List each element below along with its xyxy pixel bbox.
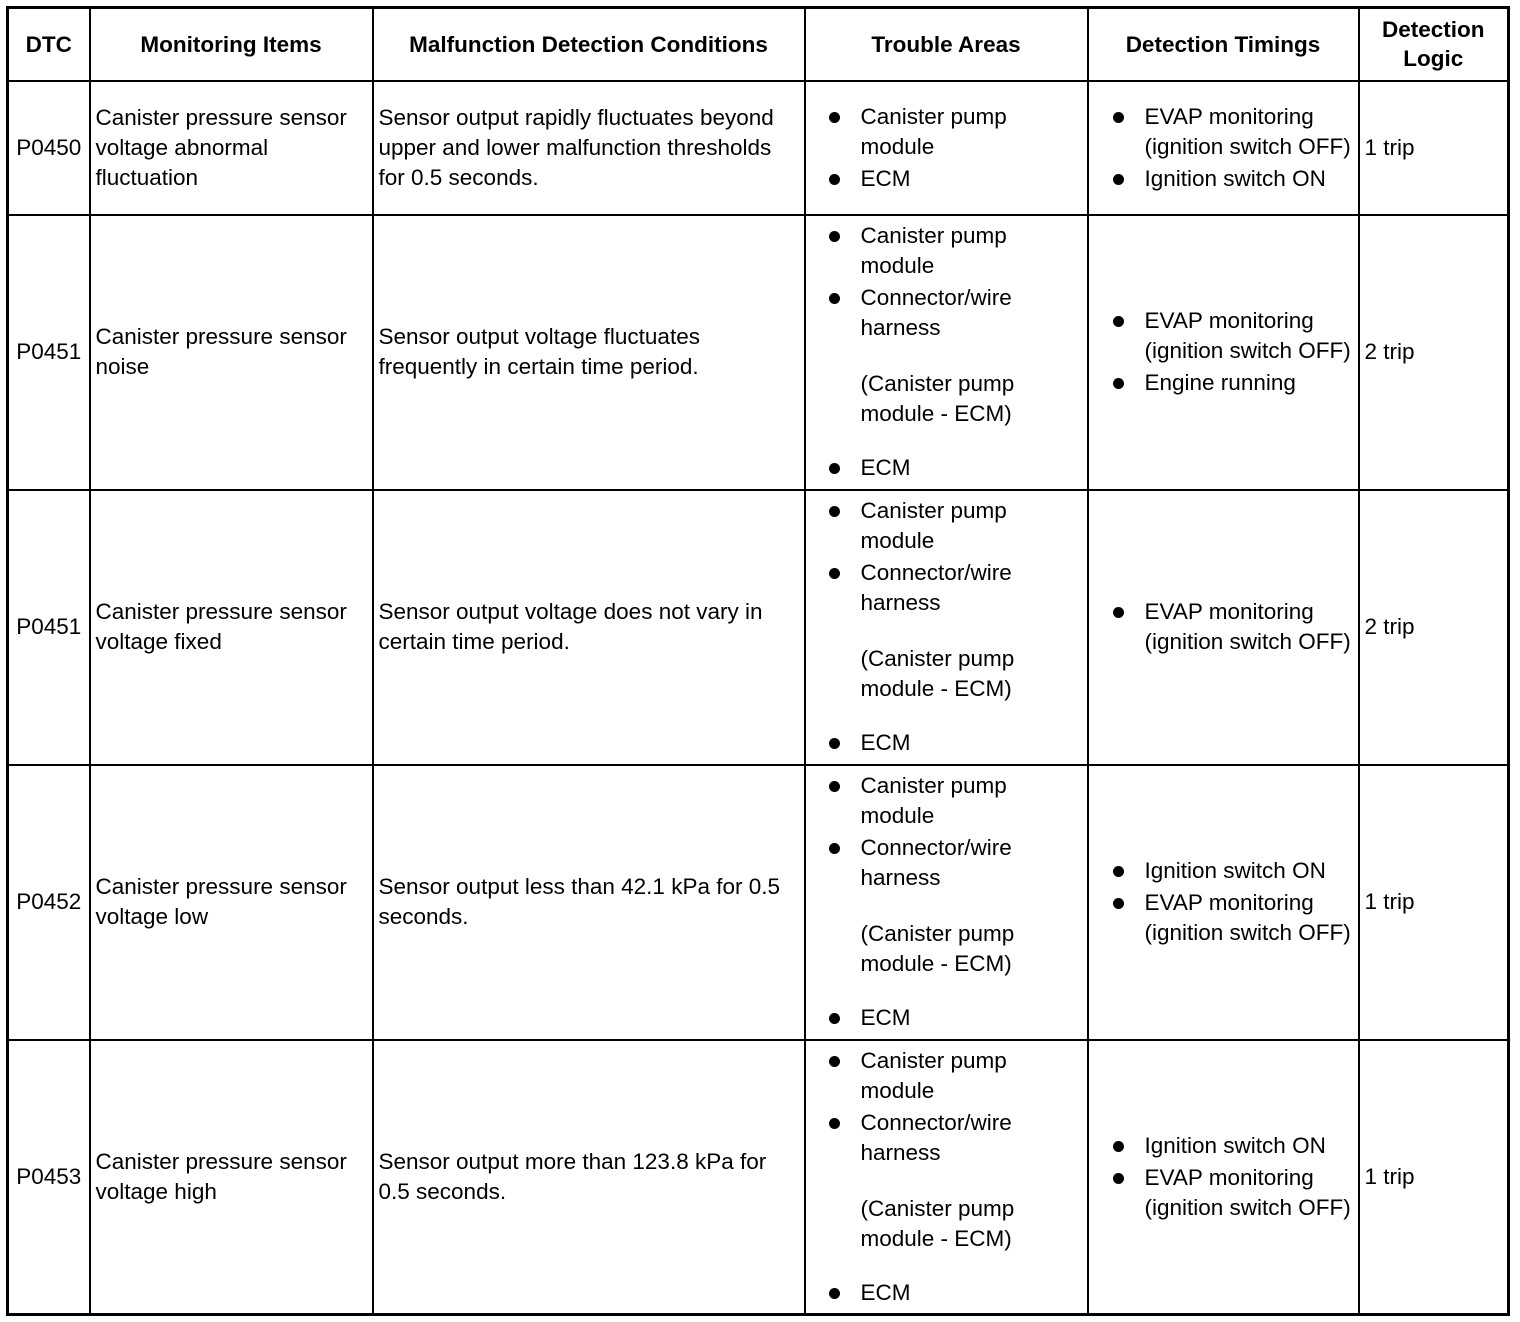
timing-item: EVAP monitoring (ignition switch OFF) — [1089, 888, 1358, 948]
monitoring-item: Canister pressure sensor voltage abnormal fluctuation — [90, 81, 373, 215]
header-dtc: DTC — [8, 8, 90, 81]
trouble-area-label: Connector/wire harness — [860, 560, 1012, 615]
detection-logic: 2 trip — [1359, 215, 1509, 490]
table-row — [8, 81, 1509, 215]
timing-item: EVAP monitoring (ignition switch OFF) — [1089, 1163, 1358, 1223]
detection-condition: Sensor output less than 42.1 kPa for 0.5 seconds. — [373, 765, 805, 1040]
monitoring-item: Canister pressure sensor noise — [90, 215, 373, 490]
timing-item: Ignition switch ON — [1089, 856, 1358, 886]
monitoring-item: Canister pressure sensor voltage fixed — [90, 490, 373, 765]
trouble-area-item — [806, 833, 1087, 979]
header-row — [8, 8, 1509, 81]
header-trouble-areas: Trouble Areas — [805, 8, 1088, 81]
detection-timings-cell — [1088, 490, 1359, 765]
trouble-area-item: Canister pump module — [806, 221, 1087, 281]
timing-item: EVAP monitoring (ignition switch OFF) — [1089, 102, 1358, 162]
timing-item: Ignition switch ON — [1089, 1131, 1358, 1161]
header-monitoring-items: Monitoring Items — [90, 8, 373, 81]
trouble-area-note: (Canister pump module - ECM) — [860, 921, 1015, 976]
header-detection-logic: Detection Logic — [1359, 8, 1509, 81]
trouble-area-label: Connector/wire harness — [860, 835, 1012, 890]
trouble-area-note: (Canister pump module - ECM) — [860, 646, 1015, 701]
header-detection-timings: Detection Timings — [1088, 8, 1359, 81]
trouble-area-item: Canister pump module — [806, 1046, 1087, 1106]
trouble-area-item: Canister pump module — [806, 102, 1087, 162]
trouble-area-item — [806, 283, 1087, 429]
monitoring-item: Canister pressure sensor voltage low — [90, 765, 373, 1040]
trouble-area-note: (Canister pump module - ECM) — [860, 371, 1015, 426]
detection-logic: 1 trip — [1359, 81, 1509, 215]
trouble-area-item: ECM — [806, 453, 1087, 483]
detection-condition: Sensor output voltage does not vary in certain time period. — [373, 490, 805, 765]
trouble-area-item: ECM — [806, 1278, 1087, 1308]
trouble-areas-cell — [805, 490, 1088, 765]
table-row — [8, 490, 1509, 765]
table-row — [8, 765, 1509, 1040]
trouble-areas-cell — [805, 765, 1088, 1040]
detection-timings-cell — [1088, 215, 1359, 490]
timing-item: Ignition switch ON — [1089, 164, 1358, 194]
dtc-code: P0451 — [8, 490, 90, 765]
table-row — [8, 215, 1509, 490]
trouble-area-item — [806, 1108, 1087, 1254]
dtc-code: P0452 — [8, 765, 90, 1040]
timing-item: EVAP monitoring (ignition switch OFF) — [1089, 306, 1358, 366]
trouble-areas-cell — [805, 215, 1088, 490]
trouble-area-item: ECM — [806, 1003, 1087, 1033]
dtc-code: P0450 — [8, 81, 90, 215]
trouble-area-item: Canister pump module — [806, 771, 1087, 831]
detection-logic: 1 trip — [1359, 765, 1509, 1040]
detection-logic: 1 trip — [1359, 1040, 1509, 1315]
monitoring-item: Canister pressure sensor voltage high — [90, 1040, 373, 1315]
dtc-table — [6, 6, 1510, 1316]
detection-condition: Sensor output voltage fluctuates frequently in certain time period. — [373, 215, 805, 490]
trouble-area-item: ECM — [806, 164, 1087, 194]
trouble-area-item: Canister pump module — [806, 496, 1087, 556]
detection-condition: Sensor output more than 123.8 kPa for 0.5 seconds. — [373, 1040, 805, 1315]
timing-item: EVAP monitoring (ignition switch OFF) — [1089, 597, 1358, 657]
trouble-areas-cell — [805, 1040, 1088, 1315]
detection-logic: 2 trip — [1359, 490, 1509, 765]
detection-timings-cell — [1088, 765, 1359, 1040]
trouble-areas-cell — [805, 81, 1088, 215]
dtc-code: P0451 — [8, 215, 90, 490]
dtc-code: P0453 — [8, 1040, 90, 1315]
trouble-area-label: Connector/wire harness — [860, 1109, 1012, 1165]
trouble-area-label: Connector/wire harness — [860, 285, 1012, 340]
trouble-area-item: ECM — [806, 728, 1087, 758]
timing-item: Engine running — [1089, 368, 1358, 398]
detection-timings-cell — [1088, 1040, 1359, 1315]
trouble-area-note: (Canister pump module - ECM) — [860, 1195, 1015, 1251]
header-malfunction-conditions: Malfunction Detection Conditions — [373, 8, 805, 81]
table-row — [8, 1040, 1509, 1315]
trouble-area-item — [806, 558, 1087, 704]
detection-condition: Sensor output rapidly fluctuates beyond upper and lower malfunction thresholds for 0.5 seconds. — [373, 81, 805, 215]
detection-timings-cell — [1088, 81, 1359, 215]
